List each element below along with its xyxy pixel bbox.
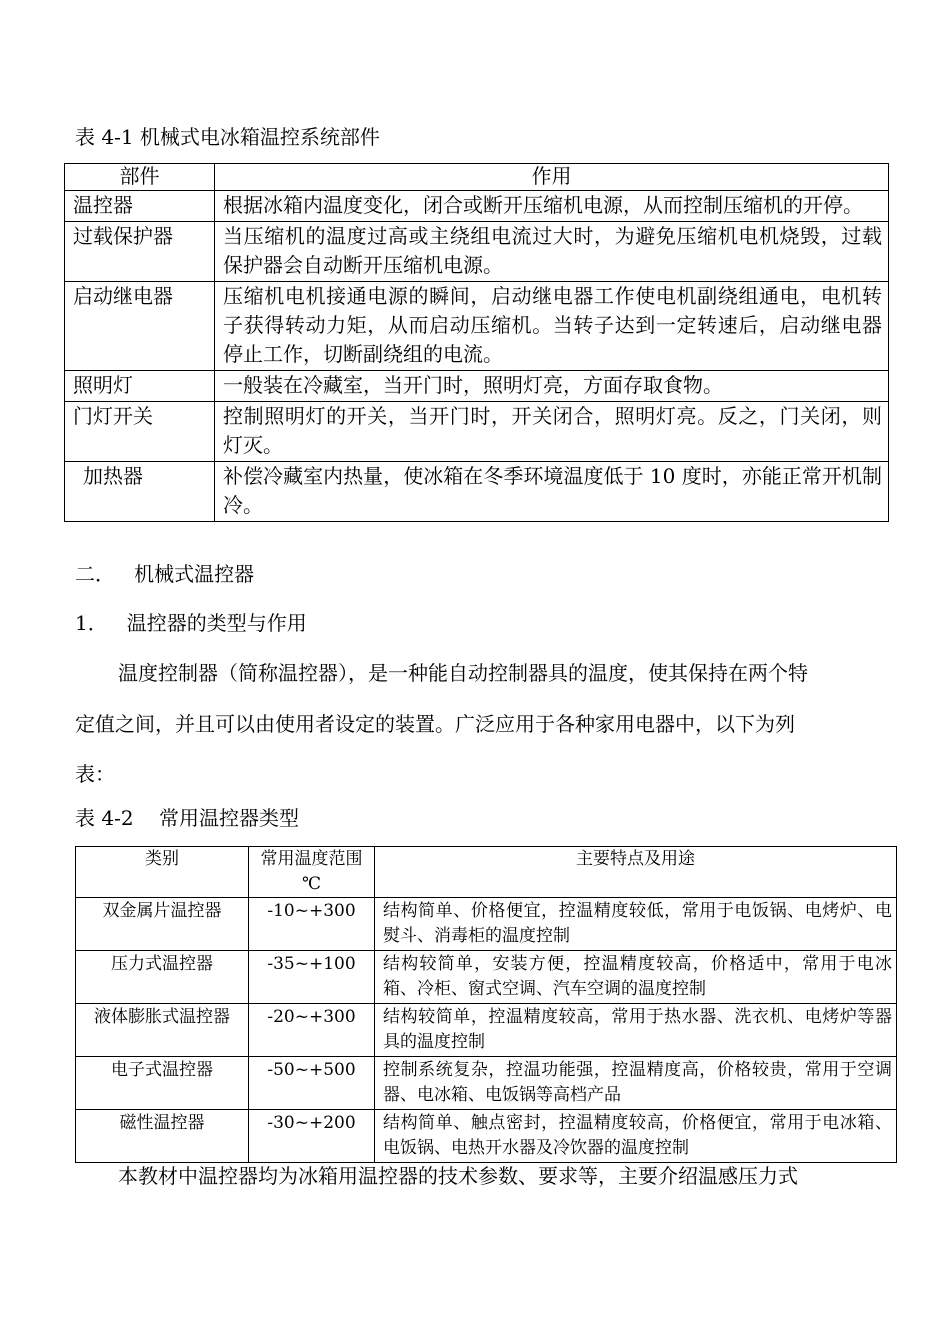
paragraph-line-1: 温度控制器（简称温控器），是一种能自动控制器具的温度，使其保持在两个特 — [118, 661, 808, 685]
table2-range-cell: -50~+500 — [249, 1057, 375, 1110]
table-row — [65, 402, 889, 462]
table2-header-range: 常用温度范围 ℃ — [249, 847, 375, 898]
table1-role-cell: 根据冰箱内温度变化，闭合或断开压缩机电源，从而控制压缩机的开停。 — [215, 191, 889, 222]
table-row — [76, 1057, 897, 1110]
paragraph-line-3: 表： — [75, 762, 115, 786]
table2-desc-cell: 结构简单、触点密封，控温精度较高，价格便宜，常用于电冰箱、电饭锅、电热开水器及冷饮器的温度控制 — [375, 1110, 897, 1163]
table2-header-type: 类别 — [76, 847, 249, 898]
table2-caption: 表 4-2 常用温控器类型 — [75, 806, 299, 830]
paragraph-line-2: 定值之间，并且可以由使用者设定的装置。广泛应用于各种家用电器中，以下为列 — [75, 712, 795, 736]
table-row — [65, 371, 889, 402]
table1-part-cell: 门灯开关 — [65, 402, 215, 462]
table1-header-row — [65, 164, 889, 191]
table-row — [76, 898, 897, 951]
table1-part-cell: 启动继电器 — [65, 282, 215, 371]
table2-desc-cell: 结构简单、价格便宜，控温精度较低，常用于电饭锅、电烤炉、电熨斗、消毒柜的温度控制 — [375, 898, 897, 951]
table2-type-cell: 液体膨胀式温控器 — [76, 1004, 249, 1057]
table2-type-cell: 双金属片温控器 — [76, 898, 249, 951]
table1-refrigerator-temp-control-parts — [64, 163, 889, 522]
table2-range-cell: -10~+300 — [249, 898, 375, 951]
subsection-heading: 1． 温控器的类型与作用 — [75, 611, 307, 635]
table-row — [65, 222, 889, 282]
table1-part-cell: 照明灯 — [65, 371, 215, 402]
section-heading: 二． 机械式温控器 — [75, 562, 255, 586]
table2-common-thermostat-types — [75, 846, 897, 1163]
table1-part-cell: 温控器 — [65, 191, 215, 222]
table1-header-part: 部件 — [65, 164, 215, 191]
table2-header-desc: 主要特点及用途 — [375, 847, 897, 898]
table1-role-cell: 当压缩机的温度过高或主绕组电流过大时，为避免压缩机电机烧毁，过载保护器会自动断开压缩机电源。 — [215, 222, 889, 282]
table1-part-cell: 过载保护器 — [65, 222, 215, 282]
table1-part-cell: 加热器 — [65, 462, 215, 522]
table2-type-cell: 压力式温控器 — [76, 951, 249, 1004]
table-row — [76, 1004, 897, 1057]
table2-desc-cell: 结构较简单，控温精度较高，常用于热水器、洗衣机、电烤炉等器具的温度控制 — [375, 1004, 897, 1057]
table-row — [76, 1110, 897, 1163]
table1-caption: 表 4-1 机械式电冰箱温控系统部件 — [75, 125, 380, 149]
table2-type-cell: 电子式温控器 — [76, 1057, 249, 1110]
table1-role-cell: 压缩机电机接通电源的瞬间，启动继电器工作使电机副绕组通电，电机转子获得转动力矩，从而启动压缩机。当转子达到一定转速后，启动继电器停止工作，切断副绕组的电流。 — [215, 282, 889, 371]
table2-range-cell: -30~+200 — [249, 1110, 375, 1163]
table2-range-cell: -20~+300 — [249, 1004, 375, 1057]
table2-range-cell: -35~+100 — [249, 951, 375, 1004]
table1-role-cell: 控制照明灯的开关，当开门时，开关闭合，照明灯亮。反之，门关闭，则灯灭。 — [215, 402, 889, 462]
table1-role-cell: 补偿冷藏室内热量，使冰箱在冬季环境温度低于 10 度时，亦能正常开机制冷。 — [215, 462, 889, 522]
table-row — [65, 282, 889, 371]
table1-header-role: 作用 — [215, 164, 889, 191]
table2-header-row — [76, 847, 897, 898]
table-row — [65, 462, 889, 522]
table2-desc-cell: 控制系统复杂，控温功能强，控温精度高，价格较贵，常用于空调器、电冰箱、电饭锅等高档产品 — [375, 1057, 897, 1110]
table2-type-cell: 磁性温控器 — [76, 1110, 249, 1163]
table-row — [65, 191, 889, 222]
table2-desc-cell: 结构较简单，安装方便，控温精度较高，价格适中，常用于电冰箱、冷柜、窗式空调、汽车空调的温度控制 — [375, 951, 897, 1004]
table-row — [76, 951, 897, 1004]
table1-role-cell: 一般装在冷藏室，当开门时，照明灯亮，方面存取食物。 — [215, 371, 889, 402]
closing-line: 本教材中温控器均为冰箱用温控器的技术参数、要求等，主要介绍温感压力式 — [118, 1164, 798, 1188]
